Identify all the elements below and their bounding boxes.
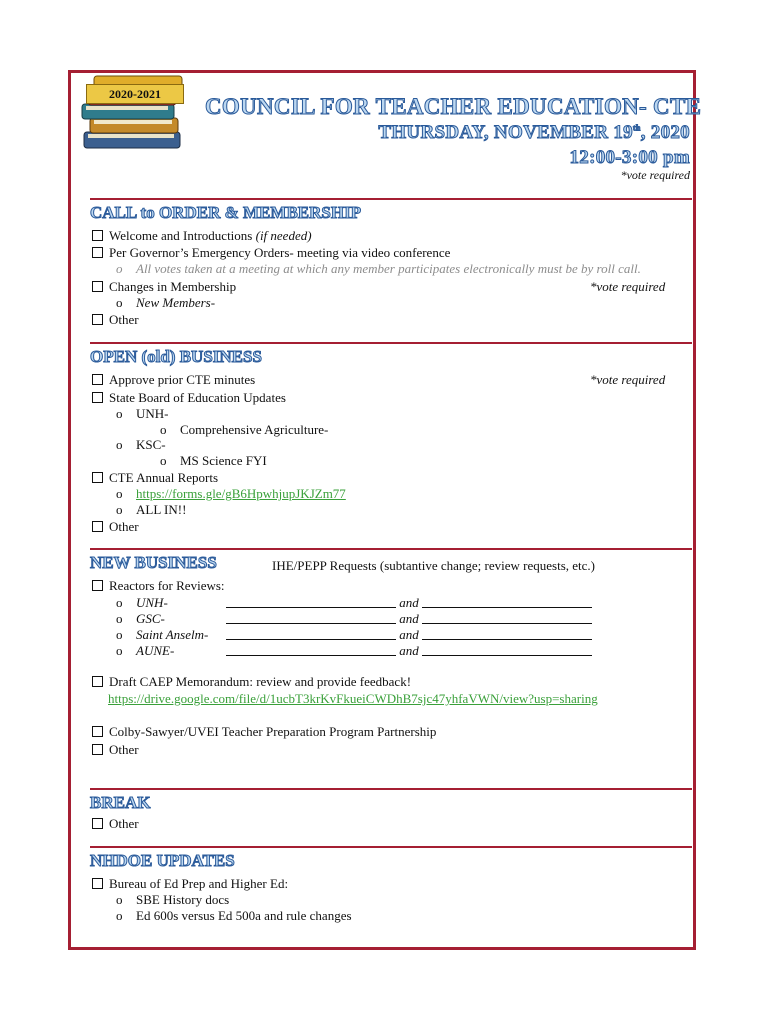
ihe-pepp-requests: IHE/PEPP Requests (subtantive change; review requests, etc.) xyxy=(272,558,595,573)
agenda-item-other xyxy=(92,742,139,758)
vote-required-note: *vote required xyxy=(620,168,690,182)
divider xyxy=(90,788,692,790)
item-text: All votes taken at a meeting at which any member participates electronically must be by roll call. xyxy=(136,261,641,276)
agenda-item-welcome xyxy=(92,228,312,244)
checkbox[interactable] xyxy=(92,521,103,532)
item-text: Ed 600s versus Ed 500a and rule changes xyxy=(136,908,352,923)
item-text: New Members- xyxy=(136,295,216,310)
item-text: Welcome and Introductions xyxy=(109,228,253,243)
checkbox[interactable] xyxy=(92,818,103,829)
date-suffix: th xyxy=(632,123,641,133)
item-text: Approve prior CTE minutes xyxy=(109,372,256,387)
item-text: Changes in Membership xyxy=(109,279,237,294)
section-title-call-to-order: CALL to ORDER & MEMBERSHIP xyxy=(90,203,362,222)
caep-link-row xyxy=(108,691,598,707)
sub-item-roll-call xyxy=(116,261,641,277)
and-text: and xyxy=(399,627,419,642)
bullet: o xyxy=(160,453,167,468)
and-text: and xyxy=(399,611,419,626)
item-text: State Board of Education Updates xyxy=(109,390,286,405)
reviewer-institution: Saint Anselm- xyxy=(136,627,209,642)
vote-required-minutes: *vote required xyxy=(590,372,666,387)
reviewer-row xyxy=(116,627,592,643)
reviewer-blank-2[interactable] xyxy=(422,612,592,624)
year-badge xyxy=(86,84,184,104)
item-text: Comprehensive Agriculture- xyxy=(180,422,329,437)
reviewer-institution: AUNE- xyxy=(136,643,175,658)
reviewer-blank-1[interactable] xyxy=(226,612,396,624)
checkbox[interactable] xyxy=(92,247,103,258)
page-title: COUNCIL FOR TEACHER EDUCATION- CTE xyxy=(205,94,702,119)
sub-sub-item-comp-ag xyxy=(160,422,328,438)
bullet: o xyxy=(116,595,123,610)
item-text: CTE Annual Reports xyxy=(109,470,219,485)
reviewer-row xyxy=(116,611,592,627)
bullet: o xyxy=(116,611,123,626)
date-main: THURSDAY, NOVEMBER 19 xyxy=(378,122,633,143)
agenda-item-colby-sawyer xyxy=(92,724,436,740)
bullet: o xyxy=(116,295,123,310)
meeting-date xyxy=(378,122,690,144)
bullet: o xyxy=(116,908,123,923)
agenda-item-governor-orders xyxy=(92,245,450,261)
item-text: UNH- xyxy=(136,406,169,421)
sub-item-new-members xyxy=(116,295,215,311)
item-text: SBE History docs xyxy=(136,892,230,907)
bullet: o xyxy=(116,892,123,907)
reviewer-blank-1[interactable] xyxy=(226,596,396,608)
bullet: o xyxy=(116,437,123,452)
agenda-item-caep-memo xyxy=(92,674,411,690)
section-title-break: BREAK xyxy=(90,793,151,812)
divider xyxy=(90,342,692,344)
agenda-item-other xyxy=(92,519,139,535)
item-note: (if needed) xyxy=(255,228,312,243)
item-text: Other xyxy=(109,312,139,327)
meeting-time: 12:00-3:00 pm xyxy=(569,147,690,168)
sub-item-sbe-history xyxy=(116,892,229,908)
and-text: and xyxy=(399,595,419,610)
checkbox[interactable] xyxy=(92,744,103,755)
sub-item-all-in xyxy=(116,502,186,518)
bullet: o xyxy=(116,627,123,642)
bullet: o xyxy=(116,502,123,517)
sub-item-ksc xyxy=(116,437,166,453)
agenda-item-approve-minutes xyxy=(92,372,255,388)
bullet: o xyxy=(160,422,167,437)
item-text: Colby-Sawyer/UVEI Teacher Preparation Program Partnership xyxy=(109,724,437,739)
reviewer-row xyxy=(116,643,592,659)
item-text: Draft CAEP Memorandum: review and provide feedback! xyxy=(109,674,412,689)
divider xyxy=(90,846,692,848)
divider xyxy=(90,548,692,550)
agenda-item-other xyxy=(92,312,139,328)
item-text: Other xyxy=(109,742,139,757)
agenda-item-reactors xyxy=(92,578,225,594)
checkbox[interactable] xyxy=(92,878,103,889)
item-text: Per Governor’s Emergency Orders- meeting via video conference xyxy=(109,245,451,260)
reviewer-blank-2[interactable] xyxy=(422,644,592,656)
bullet: o xyxy=(116,643,123,658)
checkbox[interactable] xyxy=(92,726,103,737)
checkbox[interactable] xyxy=(92,472,103,483)
reviewer-row xyxy=(116,595,592,611)
agenda-item-membership xyxy=(92,279,236,295)
and-text: and xyxy=(399,643,419,658)
divider xyxy=(90,198,692,200)
section-title-new-business: NEW BUSINESS xyxy=(90,553,217,572)
item-text: ALL IN!! xyxy=(136,502,187,517)
item-text: Reactors for Reviews: xyxy=(109,578,225,593)
agenda-item-bureau xyxy=(92,876,288,892)
date-year: , 2020 xyxy=(640,122,690,143)
checkbox[interactable] xyxy=(92,392,103,403)
item-text: MS Science FYI xyxy=(180,453,267,468)
year-badge-text: 2020-2021 xyxy=(109,87,161,101)
checkbox[interactable] xyxy=(92,314,103,325)
sub-item-forms-link xyxy=(116,486,346,502)
sub-item-ed600 xyxy=(116,908,352,924)
reviewer-institution: UNH- xyxy=(136,595,168,610)
bullet: o xyxy=(116,261,123,276)
sub-item-unh xyxy=(116,406,169,422)
checkbox[interactable] xyxy=(92,676,103,687)
item-text: Other xyxy=(109,816,139,831)
reviewer-blank-2[interactable] xyxy=(422,628,592,640)
section-title-nhdoe-updates: NHDOE UPDATES xyxy=(90,851,235,870)
forms-link[interactable]: https://forms.gle/gB6HpwhjupJKJZm77 xyxy=(136,486,346,501)
section-title-open-business: OPEN (old) BUSINESS xyxy=(90,347,262,366)
sub-sub-item-ms-science xyxy=(160,453,267,469)
checkbox[interactable] xyxy=(92,374,103,385)
bullet: o xyxy=(116,406,123,421)
reviewer-blank-1[interactable] xyxy=(226,644,396,656)
checkbox[interactable] xyxy=(92,580,103,591)
reviewer-institution: GSC- xyxy=(136,611,165,626)
item-text: KSC- xyxy=(136,437,166,452)
caep-drive-link[interactable]: https://drive.google.com/file/d/1ucbT3krKvFkueiCWDhB7sjc47yhfaVWN/view?usp=sharing xyxy=(108,691,598,706)
item-text: Bureau of Ed Prep and Higher Ed: xyxy=(109,876,289,891)
checkbox[interactable] xyxy=(92,230,103,241)
reviewer-blank-1[interactable] xyxy=(226,628,396,640)
agenda-item-other xyxy=(92,816,139,832)
agenda-item-sboe-updates xyxy=(92,390,286,406)
vote-required-membership: *vote required xyxy=(590,279,666,294)
reviewer-blank-2[interactable] xyxy=(422,596,592,608)
agenda-item-annual-reports xyxy=(92,470,218,486)
bullet: o xyxy=(116,486,123,501)
item-text: Other xyxy=(109,519,139,534)
checkbox[interactable] xyxy=(92,281,103,292)
